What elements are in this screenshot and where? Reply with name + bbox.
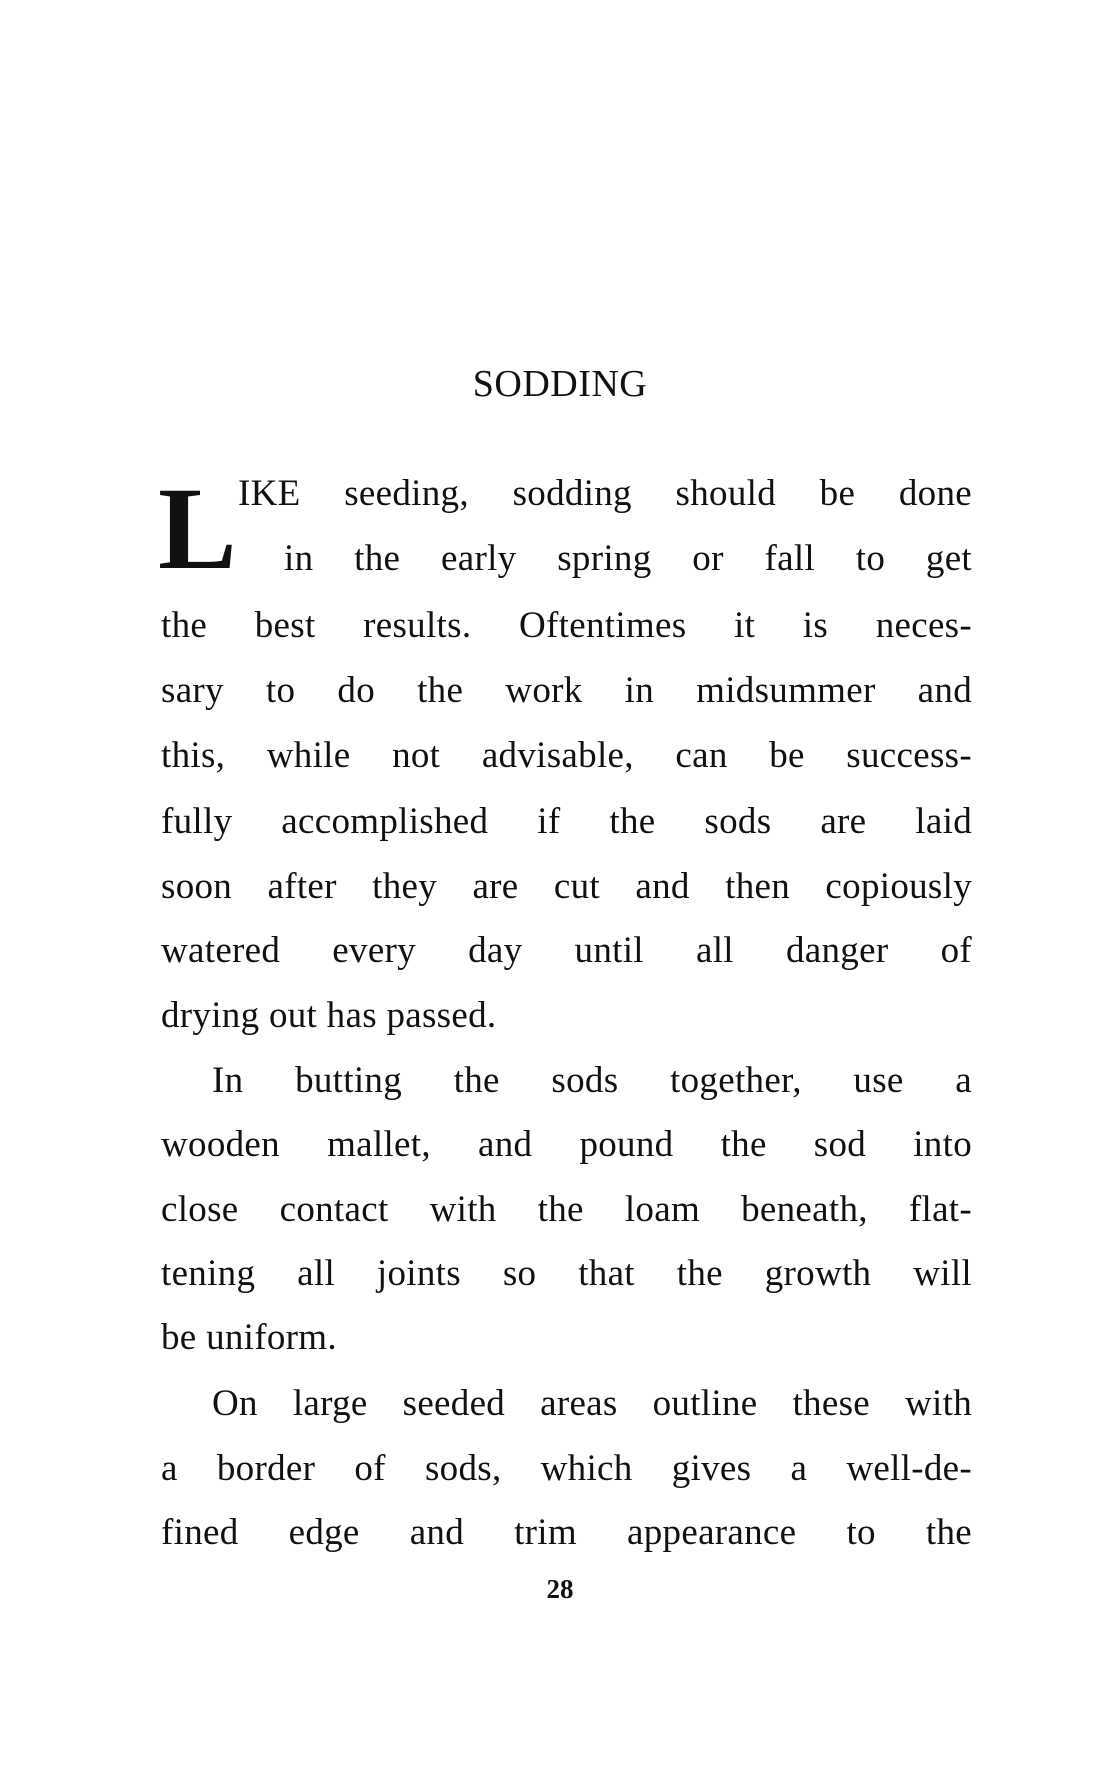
text-line: close contact with the loam beneath, flat- <box>161 1189 972 1230</box>
text-line: wooden mallet, and pound the sod into <box>161 1124 972 1165</box>
text-line: watered every day until all danger of <box>161 930 972 971</box>
text-line: On large seeded areas outline these with <box>212 1383 972 1424</box>
text-line: this, while not advisable, can be success- <box>161 735 972 776</box>
text-line: sary to do the work in midsummer and <box>161 670 972 711</box>
text-line: fined edge and trim appearance to the <box>161 1512 972 1553</box>
text-line: be uniform. <box>161 1317 337 1358</box>
chapter-title: SODDING <box>472 363 648 405</box>
text-line: IKE seeding, sodding should be done <box>238 473 972 514</box>
text-line: In butting the sods together, use a <box>212 1060 972 1101</box>
text-line: the best results. Oftentimes it is neces- <box>161 605 972 646</box>
text-line: drying out has passed. <box>161 995 497 1036</box>
text-line: fully accomplished if the sods are laid <box>161 801 972 842</box>
text-line: a border of sods, which gives a well-de- <box>161 1448 972 1489</box>
text-line: soon after they are cut and then copiously <box>161 866 972 907</box>
page-number: 28 <box>546 1574 574 1604</box>
text-line: tening all joints so that the growth will <box>161 1253 972 1294</box>
drop-cap: L <box>158 463 237 594</box>
text-line: in the early spring or fall to get <box>284 538 972 579</box>
